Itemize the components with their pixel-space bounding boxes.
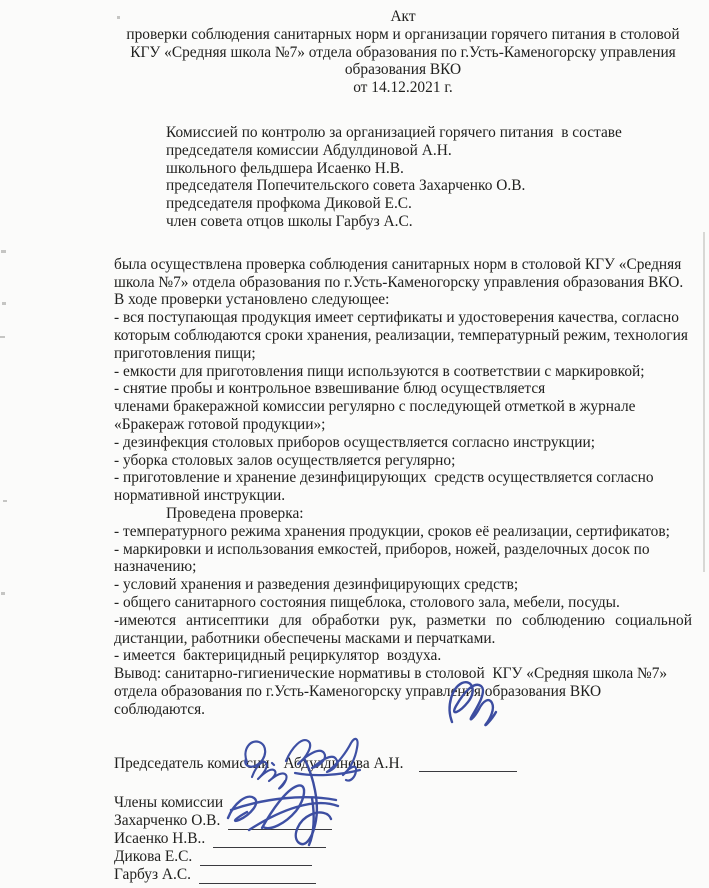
body-paragraph: была осуществлена проверка соблюдения санитарных норм в столовой КГУ «Средняя школа №7» отдела образования по г.Усть-Каменогорску управления образования ВКО. В ходе проверки установлено следующее: [114,255,688,309]
committee-intro: Комиссией по контролю за организацией горячего питания в составе [166,123,622,141]
signature-line [199,870,316,884]
body-paragraph: членами бракеражной комиссии регулярно с последующей отметкой в журнале «Бракераж готовой продукции»; [114,398,640,433]
body-paragraph: - условий хранения и разведения дезинфицирующих средств; [114,576,519,594]
body-paragraph: - вся поступающая продукция имеет сертификаты и удостоверения качества, согласно которым соблюдаются сроки хранения, реализации, температурный режим, технология приготовления пищи; [114,309,692,362]
committee-member: председателя комиссии Абдулдиновой А.Н. [166,141,452,159]
body-paragraph: - температурного режима хранения продукции, сроков её реализации, сертификатов; [114,522,670,540]
chairman-label: Председатель комиссии [114,754,270,772]
scan-edge-artifact [703,232,705,572]
body-paragraph: -имеются антисептики для обработки рук, разметки по соблюдению социальной дистанции, работники обеспечены масками и перчатками. [114,611,696,647]
title-line-subject: проверки соблюдения санитарных норм и организации горячего питания в столовой [126,25,680,43]
committee-member: председателя профкома Диковой Е.С. [166,195,412,213]
signature-line [228,816,332,830]
body-paragraph: - дезинфекция столовых приборов осуществляется согласно инструкции; [114,433,596,451]
title-line-date: от 14.12.2021 г. [353,79,453,97]
member-signature-row [114,866,692,884]
body-paragraph-check-heading: Проведена проверка: [166,504,304,522]
member-name: Дикова Е.С. [114,848,193,866]
scan-speck [117,16,120,19]
committee-member: председателя Попечительского совета Захарченко О.В. [166,177,526,195]
member-signature-row [114,830,692,848]
member-signature-row [114,812,692,830]
signature-line [213,834,326,848]
signature-section [114,752,692,884]
committee-member: школьного фельдшера Исаенко Н.В. [166,159,404,177]
body-paragraph: - снятие пробы и контрольное взвешивание блюд осуществляется [114,380,546,398]
body-paragraph: - маркировки и использования емкостей, приборов, ножей, разделочных досок по назначению; [114,540,654,576]
body-paragraph: - общего санитарного состояния пищеблока, столового зала, мебели, посуды. [114,593,620,611]
document-title-block [114,8,692,97]
title-line-region: образования ВКО [344,61,462,79]
member-name: Исаенко Н.В.. [114,830,206,848]
signature-line [200,852,312,866]
body-paragraph-conclusion: Вывод: санитарно-гигиенические нормативы в столовой КГУ «Средняя школа №7» отдела образования по г.Усть-Каменогорску управления образования ВКО соблюдаются. [114,665,671,718]
document-content [114,8,696,884]
member-name: Захарченко О.В. [114,812,221,830]
body-paragraph: - имеется бактерицидный рециркулятор воздуха. [114,647,442,665]
committee-member: член совета отцов школы Гарбуз А.С. [166,212,413,230]
scan-speck [0,336,5,338]
scan-speck [3,500,7,502]
member-name: Гарбуз А.С. [114,866,191,884]
scan-speck [2,302,6,305]
committee-block [114,124,692,231]
body-paragraph: - емкости для приготовления пищи используются в соответствии с маркировкой; [114,362,645,380]
chairman-name: Абдулдинова А.Н. [283,754,404,772]
body-paragraph: - уборка столовых залов осуществляется регулярно; [114,451,456,469]
member-signature-row [114,848,692,866]
document-body [114,255,696,719]
title-line-act: Акт [390,8,416,25]
scan-speck [1,250,6,253]
signature-line [419,758,517,772]
body-paragraph: - приготовление и хранение дезинфицирующих средств осуществляется согласно нормативной инструкции. [114,469,658,505]
members-label: Члены комиссии [114,794,224,812]
scan-speck [1,592,5,595]
chairman-signature-row [114,752,692,772]
title-line-organization: КГУ «Средняя школа №7» отдела образования по г.Усть-Каменогорску управления [130,43,676,61]
